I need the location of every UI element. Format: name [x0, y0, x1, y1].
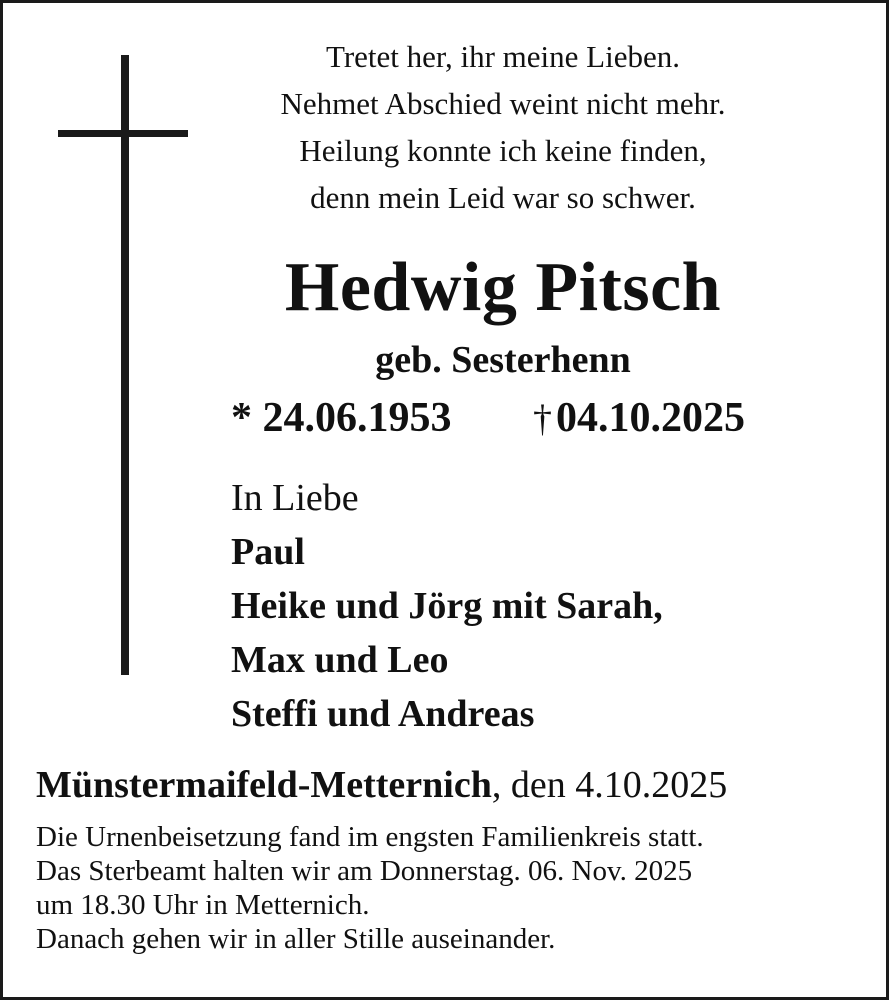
maiden-name: geb. Sesterhenn	[375, 339, 631, 381]
death-date-group	[533, 391, 745, 446]
poem	[193, 33, 813, 221]
poem-line: Tretet her, ihr meine Lieben.	[325, 39, 680, 74]
mourner-name: Paul	[231, 531, 305, 573]
poem-line: Nehmet Abschied weint nicht mehr.	[280, 86, 726, 121]
birth-date: * 24.06.1953	[231, 395, 452, 441]
deceased-name: Hedwig Pitsch	[284, 249, 722, 326]
mourners-list	[231, 471, 831, 741]
info-line: um 18.30 Uhr in Metternich.	[36, 889, 370, 921]
dagger-icon: †	[533, 398, 552, 440]
poem-line: denn mein Leid war so schwer.	[310, 180, 696, 215]
mourner-name: Max und Leo	[231, 639, 449, 681]
info-line: Die Urnenbeisetzung fand im engsten Familienkreis statt.	[36, 821, 704, 853]
info-line: Danach gehen wir in aller Stille auseinander.	[36, 923, 556, 955]
life-dates	[231, 391, 791, 445]
funeral-info	[36, 820, 876, 956]
cross-vertical-beam	[121, 55, 129, 675]
mourner-name: Heike und Jörg mit Sarah,	[231, 585, 663, 627]
place-name: Münstermaifeld-Metternich	[36, 764, 492, 806]
info-line: Das Sterbeamt halten wir am Donnerstag. 06. Nov. 2025	[36, 855, 693, 887]
mourner-name: Steffi und Andreas	[231, 693, 535, 735]
poem-line: Heilung konnte ich keine finden,	[299, 133, 707, 168]
notice-date: , den 4.10.2025	[491, 764, 728, 806]
cross-horizontal-beam	[58, 130, 188, 137]
place-and-date	[36, 759, 866, 811]
death-date: 04.10.2025	[556, 395, 745, 441]
mourners-intro: In Liebe	[231, 477, 359, 519]
